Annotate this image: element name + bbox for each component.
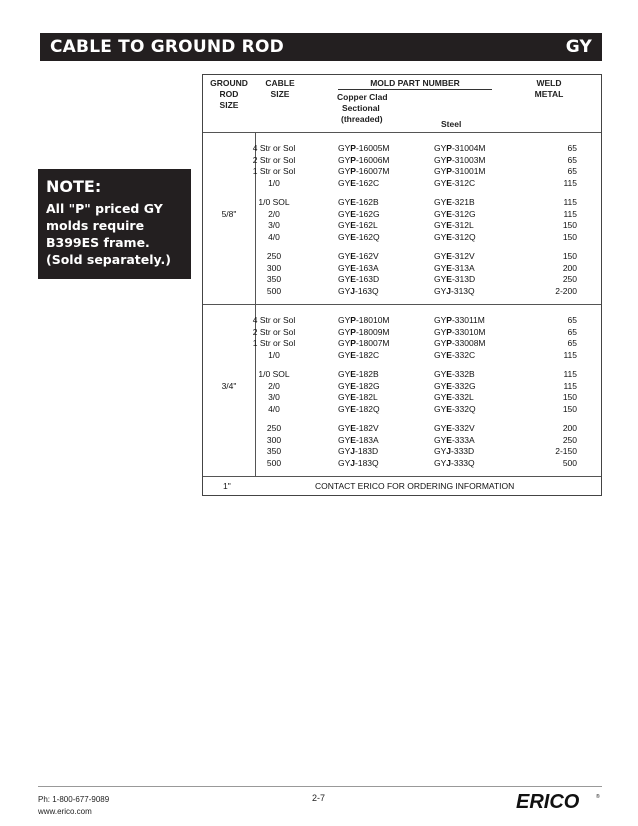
weld-metal-cell: 115: [563, 380, 577, 391]
weld-metal-cell: 150: [562, 251, 577, 261]
section-header: [40, 33, 602, 61]
header-ground-rod: [203, 78, 255, 111]
part-suffix: -16005M: [355, 143, 390, 153]
section-code: GY: [565, 37, 592, 57]
part-type-letter: E: [350, 231, 356, 242]
copper-part-number: [338, 251, 379, 262]
cable-size-cell: 1/0: [268, 177, 280, 188]
part-prefix: GY: [434, 423, 447, 433]
part-suffix: -332Q: [451, 403, 476, 414]
steel-part-number: [434, 350, 475, 361]
part-type-letter: E: [446, 197, 452, 207]
cable-size-cell: 300: [266, 434, 282, 445]
part-prefix: GY: [338, 369, 351, 379]
weld-metal-cell: 150: [562, 231, 577, 242]
part-prefix: GY: [434, 285, 447, 296]
copper-part-number: [338, 423, 379, 434]
steel-part-number: [434, 178, 475, 189]
steel-part-number: [434, 423, 475, 434]
rod-size-label: 5/8": [221, 209, 237, 219]
header-copper-clad: [337, 92, 407, 125]
note-box: [38, 169, 191, 279]
copper-part-number: [338, 155, 390, 166]
part-suffix: -321B: [451, 197, 475, 207]
section-title: CABLE TO GROUND ROD: [50, 37, 284, 57]
footer-rule: [38, 786, 602, 787]
part-suffix: -163A: [355, 262, 379, 273]
part-type-letter: E: [350, 251, 356, 261]
cable-size-cell: 250: [266, 251, 282, 261]
part-suffix: -31003M: [451, 154, 486, 165]
part-prefix: GY: [338, 403, 351, 414]
note-line: All "P" priced GY: [46, 201, 163, 216]
header-text: SIZE: [270, 89, 290, 99]
steel-part-number: [434, 435, 475, 446]
part-type-letter: E: [350, 177, 356, 188]
header-text: Sectional: [342, 103, 380, 113]
weld-metal-cell: 250: [562, 274, 577, 284]
header-text: GROUND: [210, 78, 248, 88]
weld-metal-cell: 65: [567, 143, 577, 153]
part-type-letter: E: [446, 262, 452, 273]
part-type-letter: P: [446, 154, 452, 165]
part-type-letter: P: [446, 143, 452, 153]
part-prefix: GY: [434, 197, 447, 207]
copper-part-number: [338, 178, 379, 189]
part-suffix: -162B: [355, 197, 379, 207]
part-prefix: GY: [434, 177, 447, 188]
copper-part-number: [338, 392, 378, 403]
copper-part-number: [338, 338, 390, 349]
cable-size-cell: 2 Str or Sol: [252, 326, 296, 337]
part-type-letter: J: [350, 446, 356, 456]
copper-part-number: [338, 143, 390, 154]
part-prefix: GY: [434, 338, 447, 348]
part-suffix: -312Q: [451, 231, 476, 242]
part-prefix: GY: [434, 315, 447, 325]
cable-size-cell: 3/0: [268, 220, 280, 230]
part-suffix: -312L: [451, 220, 474, 230]
note-title: NOTE:: [46, 177, 102, 196]
part-type-letter: E: [350, 369, 356, 379]
cable-size-cell: 4/0: [268, 231, 280, 242]
part-suffix: -31004M: [451, 143, 486, 153]
part-suffix: -18010M: [355, 315, 390, 325]
part-type-letter: E: [446, 380, 452, 391]
part-prefix: GY: [434, 403, 447, 414]
part-type-letter: E: [446, 251, 452, 261]
part-prefix: GY: [338, 220, 351, 230]
steel-part-number: [434, 232, 476, 243]
weld-metal-cell: 2-150: [555, 446, 577, 456]
copper-part-number: [338, 381, 380, 392]
weld-metal-cell: 150: [562, 220, 577, 230]
copper-part-number: [338, 458, 379, 469]
part-prefix: GY: [434, 262, 447, 273]
part-prefix: GY: [434, 369, 447, 379]
part-type-letter: P: [446, 338, 452, 348]
part-type-letter: E: [446, 349, 452, 360]
part-type-letter: P: [350, 154, 356, 165]
part-prefix: GY: [434, 208, 447, 219]
part-suffix: -312V: [451, 251, 475, 261]
cable-size-cell: 1 Str or Sol: [252, 338, 296, 348]
part-suffix: -332C: [451, 349, 476, 360]
steel-part-number: [434, 327, 486, 338]
part-prefix: GY: [338, 197, 351, 207]
part-type-letter: P: [446, 326, 452, 337]
part-suffix: -183D: [355, 446, 379, 456]
part-suffix: -332L: [451, 392, 474, 402]
copper-part-number: [338, 232, 380, 243]
header-text: ROD: [219, 89, 239, 99]
weld-metal-cell: 500: [562, 457, 577, 468]
part-type-letter: E: [446, 220, 452, 230]
part-prefix: GY: [338, 434, 351, 445]
part-prefix: GY: [434, 220, 447, 230]
weld-metal-cell: 115: [563, 208, 577, 219]
part-prefix: GY: [434, 274, 447, 284]
part-prefix: GY: [338, 315, 351, 325]
part-suffix: -332V: [451, 423, 475, 433]
steel-part-number: [434, 155, 486, 166]
part-type-letter: E: [446, 434, 452, 445]
part-suffix: -182Q: [355, 403, 380, 414]
cable-size-cell: 2/0: [268, 380, 280, 391]
cable-size-cell: 1/0: [268, 349, 280, 360]
steel-part-number: [434, 197, 475, 208]
copper-part-number: [338, 263, 379, 274]
part-prefix: GY: [434, 434, 447, 445]
cable-size-cell: 2/0: [268, 208, 280, 219]
header-text: METAL: [534, 89, 564, 99]
part-suffix: -163Q: [355, 285, 379, 296]
part-suffix: -313Q: [451, 285, 475, 296]
steel-part-number: [434, 381, 476, 392]
part-prefix: GY: [434, 166, 447, 176]
steel-part-number: [434, 143, 486, 154]
part-suffix: -332G: [451, 380, 476, 391]
steel-part-number: [434, 369, 475, 380]
part-prefix: GY: [338, 338, 351, 348]
part-suffix: -162C: [355, 177, 380, 188]
weld-metal-cell: 65: [567, 338, 577, 348]
weld-metal-cell: 65: [567, 166, 577, 176]
part-prefix: GY: [434, 154, 447, 165]
logo-text: ERICO: [516, 791, 580, 811]
part-suffix: -163D: [355, 274, 380, 284]
copper-part-number: [338, 350, 379, 361]
cable-size-cell: 350: [266, 274, 282, 284]
copper-part-number: [338, 286, 379, 297]
part-suffix: -16007M: [355, 166, 390, 176]
copper-part-number: [338, 197, 379, 208]
weld-metal-cell: 65: [567, 154, 577, 165]
part-prefix: GY: [338, 457, 351, 468]
part-type-letter: J: [446, 285, 452, 296]
part-suffix: -18007M: [355, 338, 390, 348]
part-suffix: -162L: [355, 220, 378, 230]
part-prefix: GY: [434, 326, 447, 337]
part-type-letter: E: [446, 369, 452, 379]
note-line: B399ES frame.: [46, 235, 150, 250]
copper-part-number: [338, 220, 378, 231]
weld-metal-cell: 115: [563, 177, 577, 188]
copper-part-number: [338, 166, 390, 177]
copper-part-number: [338, 209, 380, 220]
part-type-letter: J: [446, 457, 452, 468]
note-line: molds require: [46, 218, 145, 233]
part-type-letter: E: [350, 197, 356, 207]
part-prefix: GY: [434, 349, 447, 360]
part-prefix: GY: [434, 231, 447, 242]
part-type-letter: P: [350, 326, 356, 337]
part-suffix: -183A: [355, 434, 379, 445]
part-type-letter: E: [446, 274, 452, 284]
part-suffix: -31001M: [451, 166, 486, 176]
part-type-letter: E: [350, 423, 356, 433]
part-type-letter: E: [350, 274, 356, 284]
part-suffix: -33010M: [451, 326, 486, 337]
part-type-letter: J: [350, 285, 356, 296]
website: www.erico.com: [38, 807, 92, 816]
part-suffix: -333Q: [451, 457, 475, 468]
part-suffix: -16006M: [355, 154, 390, 165]
part-type-letter: E: [446, 392, 452, 402]
part-prefix: GY: [338, 274, 351, 284]
header-text: CABLE: [265, 78, 295, 88]
erico-logo: [516, 791, 602, 816]
steel-part-number: [434, 166, 486, 177]
part-suffix: -183Q: [355, 457, 379, 468]
section-divider: [203, 304, 601, 305]
cable-size-cell: 500: [266, 457, 282, 468]
part-suffix: -313D: [451, 274, 476, 284]
cable-size-cell: 500: [266, 285, 282, 296]
part-prefix: GY: [434, 457, 447, 468]
part-type-letter: E: [446, 177, 452, 188]
part-suffix: -162Q: [355, 231, 380, 242]
part-suffix: -182C: [355, 349, 380, 360]
part-prefix: GY: [434, 143, 447, 153]
weld-metal-cell: 150: [562, 403, 577, 414]
steel-part-number: [434, 286, 475, 297]
part-suffix: -182L: [355, 392, 378, 402]
steel-part-number: [434, 274, 475, 285]
part-suffix: -333A: [451, 434, 475, 445]
part-type-letter: E: [350, 434, 356, 445]
steel-part-number: [434, 263, 475, 274]
contact-info: [38, 794, 109, 818]
cable-size-cell: 3/0: [268, 392, 280, 402]
part-suffix: -182G: [355, 380, 380, 391]
part-prefix: GY: [338, 262, 351, 273]
part-prefix: GY: [434, 251, 447, 261]
part-prefix: GY: [338, 380, 351, 391]
copper-part-number: [338, 369, 379, 380]
header-text: (threaded): [341, 114, 383, 124]
header-steel: Steel: [441, 119, 462, 129]
weld-metal-cell: 2-200: [555, 285, 577, 296]
part-prefix: GY: [338, 285, 351, 296]
part-type-letter: J: [350, 457, 356, 468]
copper-part-number: [338, 315, 390, 326]
part-prefix: GY: [434, 380, 447, 391]
page-number: 2-7: [312, 793, 326, 803]
cable-size-cell: 300: [266, 262, 282, 273]
part-prefix: GY: [338, 143, 351, 153]
cable-size-cell: 350: [266, 446, 282, 456]
svg-text:®: ®: [596, 794, 600, 800]
part-type-letter: E: [446, 208, 452, 219]
part-type-letter: E: [350, 208, 356, 219]
steel-part-number: [434, 404, 476, 415]
part-prefix: GY: [338, 208, 351, 219]
steel-part-number: [434, 338, 486, 349]
part-prefix: GY: [338, 326, 351, 337]
part-type-letter: P: [350, 166, 356, 176]
cable-size-cell: 1/0 SOL: [258, 369, 290, 379]
header-mold-part-number: MOLD PART NUMBER: [338, 78, 492, 90]
part-prefix: GY: [338, 154, 351, 165]
part-suffix: -312G: [451, 208, 476, 219]
cable-size-cell: 4 Str or Sol: [252, 315, 296, 325]
part-suffix: -312C: [451, 177, 476, 188]
steel-part-number: [434, 315, 485, 326]
part-type-letter: E: [350, 403, 356, 414]
part-prefix: GY: [338, 392, 351, 402]
cable-size-cell: 1/0 SOL: [258, 197, 290, 207]
header-text: SIZE: [219, 100, 239, 110]
copper-part-number: [338, 327, 390, 338]
part-type-letter: E: [350, 220, 356, 230]
part-suffix: -313A: [451, 262, 475, 273]
part-type-letter: E: [350, 262, 356, 273]
footer-contact-text: CONTACT ERICO FOR ORDERING INFORMATION: [315, 481, 515, 491]
part-prefix: GY: [338, 177, 351, 188]
part-type-letter: P: [446, 166, 452, 176]
weld-metal-cell: 65: [567, 326, 577, 337]
part-suffix: -33008M: [451, 338, 486, 348]
weld-metal-cell: 250: [562, 434, 577, 445]
part-suffix: -162G: [355, 208, 380, 219]
part-type-letter: E: [350, 380, 356, 391]
copper-part-number: [338, 274, 379, 285]
part-suffix: -33011M: [451, 315, 485, 325]
steel-part-number: [434, 220, 474, 231]
note-line: (Sold separately.): [46, 252, 171, 267]
steel-part-number: [434, 446, 474, 457]
cable-size-cell: 1 Str or Sol: [252, 166, 296, 176]
steel-part-number: [434, 251, 475, 262]
part-type-letter: E: [446, 231, 452, 242]
steel-part-number: [434, 209, 476, 220]
part-suffix: -162V: [355, 251, 379, 261]
part-prefix: GY: [338, 166, 351, 176]
cable-size-cell: 2 Str or Sol: [252, 154, 296, 165]
phone-number: Ph: 1-800-677-9089: [38, 795, 110, 804]
rod-size-label: 3/4": [221, 381, 237, 391]
part-suffix: -182V: [355, 423, 379, 433]
copper-part-number: [338, 435, 379, 446]
weld-metal-cell: 115: [563, 349, 577, 360]
weld-metal-cell: 200: [562, 262, 577, 273]
weld-metal-cell: 150: [562, 392, 577, 402]
part-prefix: GY: [338, 446, 351, 456]
weld-metal-cell: 115: [563, 369, 577, 379]
copper-part-number: [338, 404, 380, 415]
steel-part-number: [434, 458, 475, 469]
part-prefix: GY: [434, 392, 447, 402]
note-body: [46, 200, 183, 268]
copper-part-number: [338, 446, 378, 457]
part-prefix: GY: [338, 251, 351, 261]
header-weld-metal: [521, 78, 577, 100]
part-suffix: -332B: [451, 369, 475, 379]
cable-size-cell: 4 Str or Sol: [252, 143, 296, 153]
part-type-letter: E: [350, 392, 356, 402]
part-type-letter: P: [446, 315, 452, 325]
part-type-letter: P: [350, 315, 356, 325]
steel-part-number: [434, 392, 474, 403]
mold-table: [202, 74, 602, 496]
header-cable-size: [255, 78, 305, 100]
part-prefix: GY: [338, 423, 351, 433]
part-type-letter: P: [350, 338, 356, 348]
footer-rod-size: 1": [223, 481, 231, 491]
part-suffix: -182B: [355, 369, 379, 379]
cable-size-cell: 250: [266, 423, 282, 433]
weld-metal-cell: 200: [562, 423, 577, 433]
header-divider: [203, 132, 601, 133]
part-type-letter: P: [350, 143, 356, 153]
cable-size-cell: 4/0: [268, 403, 280, 414]
part-prefix: GY: [434, 446, 447, 456]
weld-metal-cell: 115: [563, 197, 577, 207]
part-type-letter: E: [350, 349, 356, 360]
part-prefix: GY: [338, 349, 351, 360]
footer-divider: [203, 476, 601, 477]
weld-metal-cell: 65: [567, 315, 577, 325]
part-type-letter: J: [446, 446, 452, 456]
part-suffix: -333D: [451, 446, 475, 456]
part-type-letter: E: [446, 423, 452, 433]
header-text: WELD: [536, 78, 562, 88]
part-prefix: GY: [338, 231, 351, 242]
part-type-letter: E: [446, 403, 452, 414]
part-suffix: -18009M: [355, 326, 390, 337]
header-text: Copper Clad: [337, 92, 388, 102]
